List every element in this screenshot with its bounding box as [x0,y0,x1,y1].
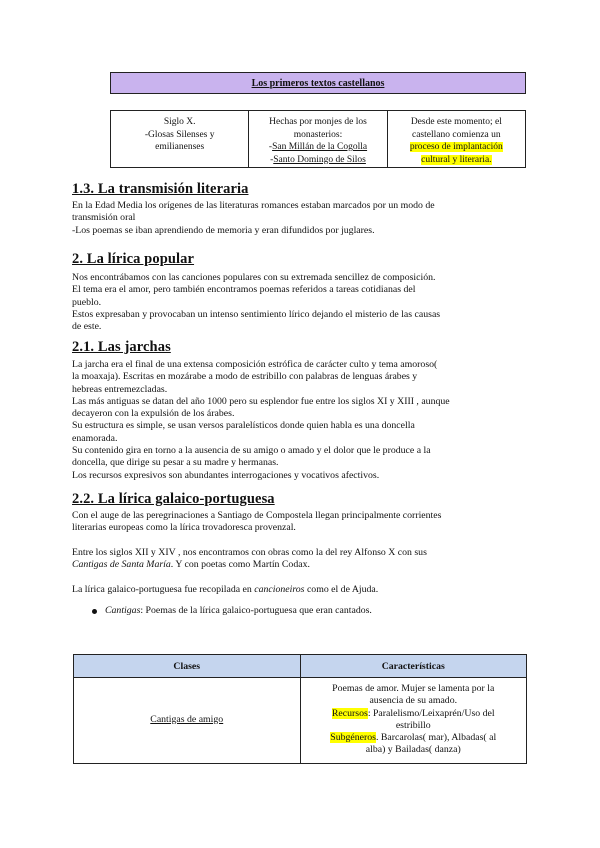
cell-text: Siglo X. [163,117,196,127]
title-box: Los primeros textos castellanos [110,72,526,94]
text-line [72,584,532,596]
cell-text: estribillo [395,719,431,731]
cell-text [253,141,382,154]
monastery-santo-domingo: Santo Domingo de Silos [273,154,366,165]
text-line: pueblo. [72,296,102,308]
cantigas-table [73,654,527,764]
cell-text [253,154,382,167]
bullet-item-cantigas [92,605,372,617]
text-line: la moaxaja). Escritas en mozárabe a modo de estribillo con palabras de lenguas árabes y [72,371,418,383]
header-caracteristicas: Características [300,655,527,678]
cell-text: alba) y Bailadas( danza) [365,744,461,756]
text-line: decayeron con la expulsión de los árabes. [72,408,235,420]
origins-table [110,110,526,168]
text-span: como el de Ajuda. [304,584,379,595]
text-line: Su estructura es simple, se usan versos paralelísticos donde quien habla es una doncella [72,420,415,432]
text-line: Nos encontrábamos con las canciones populares con su extremada sencillez de composición. [72,272,436,283]
cell-characteristics [300,678,527,764]
cell-text [392,141,521,154]
cell-class [74,678,301,764]
text-line: transmisión oral [72,212,136,224]
paragraph-1-3 [72,200,532,237]
text-line: En la Edad Media los orígenes de las literaturas romances estaban marcados por un modo de [72,200,435,211]
text-line: Las más antiguas se datan del año 1000 pero su esplendor fue entre los siglos XI y XIII , aunque [72,395,450,407]
italic-term: cancioneiros [254,584,305,595]
header-clases: Clases [74,655,301,678]
table-row [111,111,526,168]
text-line: El tema era el amor, pero también encontramos poemas referidos a tareas cotidianas del [72,284,416,296]
cell-text: castellano comienza un [412,129,501,140]
text-span: La lírica galaico-portuguesa fue recopilada en [72,584,255,595]
cell-text: -Glosas Silenses y [144,129,215,140]
heading-2: 2. La lírica popular [72,251,195,267]
paragraph-2-1 [72,359,532,482]
text-span: . Barcarolas( mar), Albadas( al [375,732,497,744]
text-line: Su contenido gira en torno a la ausencia de su amigo o amado y el dolor que le produce a la [72,445,431,457]
highlighted-label: Subgéneros [330,732,376,744]
highlighted-label: Recursos [331,707,368,719]
cell-text: Desde este momento; el [410,117,502,127]
cell-text: Hechas por monjes de los [269,117,367,127]
table-header-row [74,655,527,678]
paragraph-2 [72,272,532,333]
cell-text [307,708,521,720]
class-name: Cantigas de amigo [150,713,224,725]
table-cell-castellano [387,111,525,168]
cell-text [392,154,521,167]
text-line: doncella, que dirige su pesar a su madre y hermanas. [72,457,279,469]
text-line: La jarcha era el final de una extensa composición estrófica de carácter culto y tema amoroso( [72,359,438,370]
table-cell-monasteries [249,111,387,168]
text-line: Estos expresaban y provocaban un intenso sentimiento lírico dejando el misterio de las causas [72,308,441,320]
text-line: -Los poemas se iban aprendiendo de memoria y eran difundidos por juglares. [72,224,375,236]
text-span: : Paralelismo/Leixaprén/Uso del [367,707,495,719]
monastery-san-millan: San Millán de la Cogolla [272,142,368,152]
bullet-dot-icon [92,609,97,614]
highlighted-text: proceso de implantación [409,142,503,152]
text-span: . Y con poetas como Martín Codax. [170,559,310,571]
table-row [74,678,527,764]
italic-title: Cantigas de Santa María [72,559,171,571]
prefix: - [270,154,274,165]
prefix: - [268,142,273,152]
text-span: : Poemas de la lírica galaico-portuguesa que eran cantados. [140,605,372,616]
cell-text: monasterios: [293,129,343,140]
heading-2-1: 2.1. Las jarchas [72,339,171,355]
cell-text: Poemas de amor. Mujer se lamenta por la [332,683,495,694]
italic-term: Cantigas [105,605,141,616]
text-line: enamorada. [72,432,118,444]
text-line: hebreas entremezcladas. [72,383,168,395]
cell-text [307,732,521,744]
text-line: Los recursos expresivos son abundantes interrogaciones y vocativos afectivos. [72,469,380,481]
table-cell-century [111,111,249,168]
bullet-text [105,605,372,617]
highlighted-text: cultural y literaria. [421,154,492,165]
cell-text: emilianenses [155,142,205,152]
paragraph-2-2b [72,547,532,572]
heading-2-2: 2.2. La lírica galaico-portuguesa [72,491,275,507]
text-line [72,559,532,571]
heading-1-3: 1.3. La transmisión literaria [72,181,249,197]
text-line: literarias europeas como la lírica trovadoresca provenzal. [72,522,296,534]
text-line: de este. [72,321,102,333]
text-line: Entre los siglos XII y XIV , nos encontramos con obras como la del rey Alfonso X con sus [72,547,427,558]
paragraph-2-2c [72,584,532,596]
text-line: Con el auge de las peregrinaciones a Santiago de Compostela llegan principalmente corrientes [72,510,442,521]
cell-text: ausencia de su amado. [369,695,458,707]
paragraph-2-2a [72,510,532,535]
